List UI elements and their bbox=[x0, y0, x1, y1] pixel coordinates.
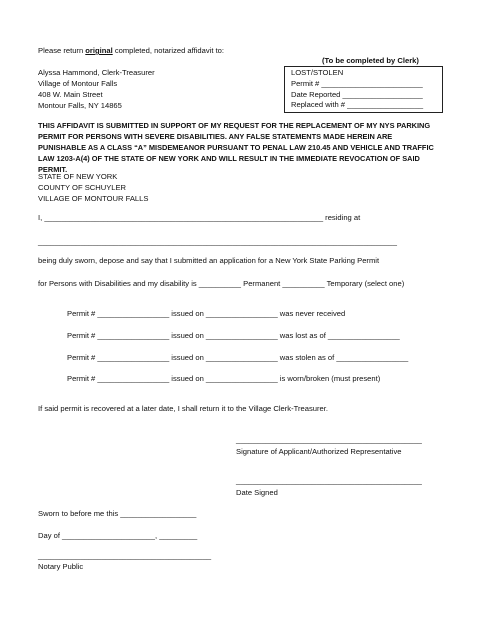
venue-county: COUNTY OF SCHUYLER bbox=[38, 183, 127, 192]
clerk-box-date-reported[interactable]: Date Reported ___________________ bbox=[291, 90, 423, 99]
return-instruction: Please return original completed, notarized affidavit to: bbox=[38, 46, 225, 55]
signature-label: Signature of Applicant/Authorized Representative bbox=[236, 447, 402, 456]
clerk-box-permit[interactable]: Permit # ________________________ bbox=[291, 79, 423, 88]
permit-row-worn-broken[interactable]: Permit # _________________ issued on _________________ is worn/broken (must present) bbox=[67, 374, 381, 383]
permit-row-stolen[interactable]: Permit # _________________ issued on _________________ was stolen as of _________________ bbox=[67, 353, 409, 362]
permit-row-never-received[interactable]: Permit # _________________ issued on _________________ was never received bbox=[67, 309, 346, 318]
date-signed-label: Date Signed bbox=[236, 488, 278, 497]
notary-signature-line[interactable]: _________________________________________ bbox=[38, 551, 212, 560]
venue-village: VILLAGE OF MONTOUR FALLS bbox=[38, 194, 149, 203]
recovery-note: If said permit is recovered at a later date, I shall return it to the Village Clerk-Treasurer. bbox=[38, 404, 328, 413]
permit-row-lost[interactable]: Permit # _________________ issued on _________________ was lost as of _________________ bbox=[67, 331, 400, 340]
clerk-use-box bbox=[284, 66, 443, 113]
venue-state: STATE OF NEW YORK bbox=[38, 172, 118, 181]
date-signed-line[interactable]: ____________________________________________ bbox=[236, 476, 422, 485]
address-line-4: Montour Falls, NY 14865 bbox=[38, 101, 122, 110]
address-line-1: Alyssa Hammond, Clerk-Treasurer bbox=[38, 68, 155, 77]
original-emphasis: original bbox=[85, 46, 113, 55]
disability-type-field[interactable]: for Persons with Disabilities and my disability is __________ Permanent __________ Temporary (select one) bbox=[38, 279, 405, 288]
notary-public-label: Notary Public bbox=[38, 562, 84, 571]
clerk-box-replaced-with[interactable]: Replaced with # __________________ bbox=[291, 100, 424, 109]
clerk-box-caption: (To be completed by Clerk) bbox=[322, 56, 419, 65]
residence-address-field[interactable]: _____________________________________________________________________________________ bbox=[38, 237, 397, 246]
name-residing-field[interactable]: I, __________________________________________________________________ residing at bbox=[38, 213, 361, 222]
affidavit-warning: THIS AFFIDAVIT IS SUBMITTED IN SUPPORT OF MY REQUEST FOR THE REPLACEMENT OF MY NYS PARKING PERMIT FOR PERSONS WITH SEVERE DISABILITIES. ANY FALSE STATEMENTS MADE HEREIN ARE PUNISHABLE AS A CLASS “A” MISDEMEANOR PURSUANT TO PENAL LAW 210.45 AND VEHICLE AND TRAFFIC LAW 1203-A(4) OF THE STATE OF NEW YORK AND WILL RESULT IN THE IMMEDIATE REVOCATION OF SAID PERMIT. bbox=[38, 121, 434, 175]
clerk-box-lost-stolen: LOST/STOLEN bbox=[291, 68, 344, 77]
address-line-3: 408 W. Main Street bbox=[38, 90, 103, 99]
signature-line[interactable]: ____________________________________________ bbox=[236, 435, 422, 444]
sworn-before-field[interactable]: Sworn to before me this __________________ bbox=[38, 509, 197, 518]
address-line-2: Village of Montour Falls bbox=[38, 79, 118, 88]
sworn-statement: being duly sworn, depose and say that I submitted an application for a New York State Parking Permit bbox=[38, 256, 380, 265]
notary-day-field[interactable]: Day of ______________________, _________ bbox=[38, 531, 198, 540]
